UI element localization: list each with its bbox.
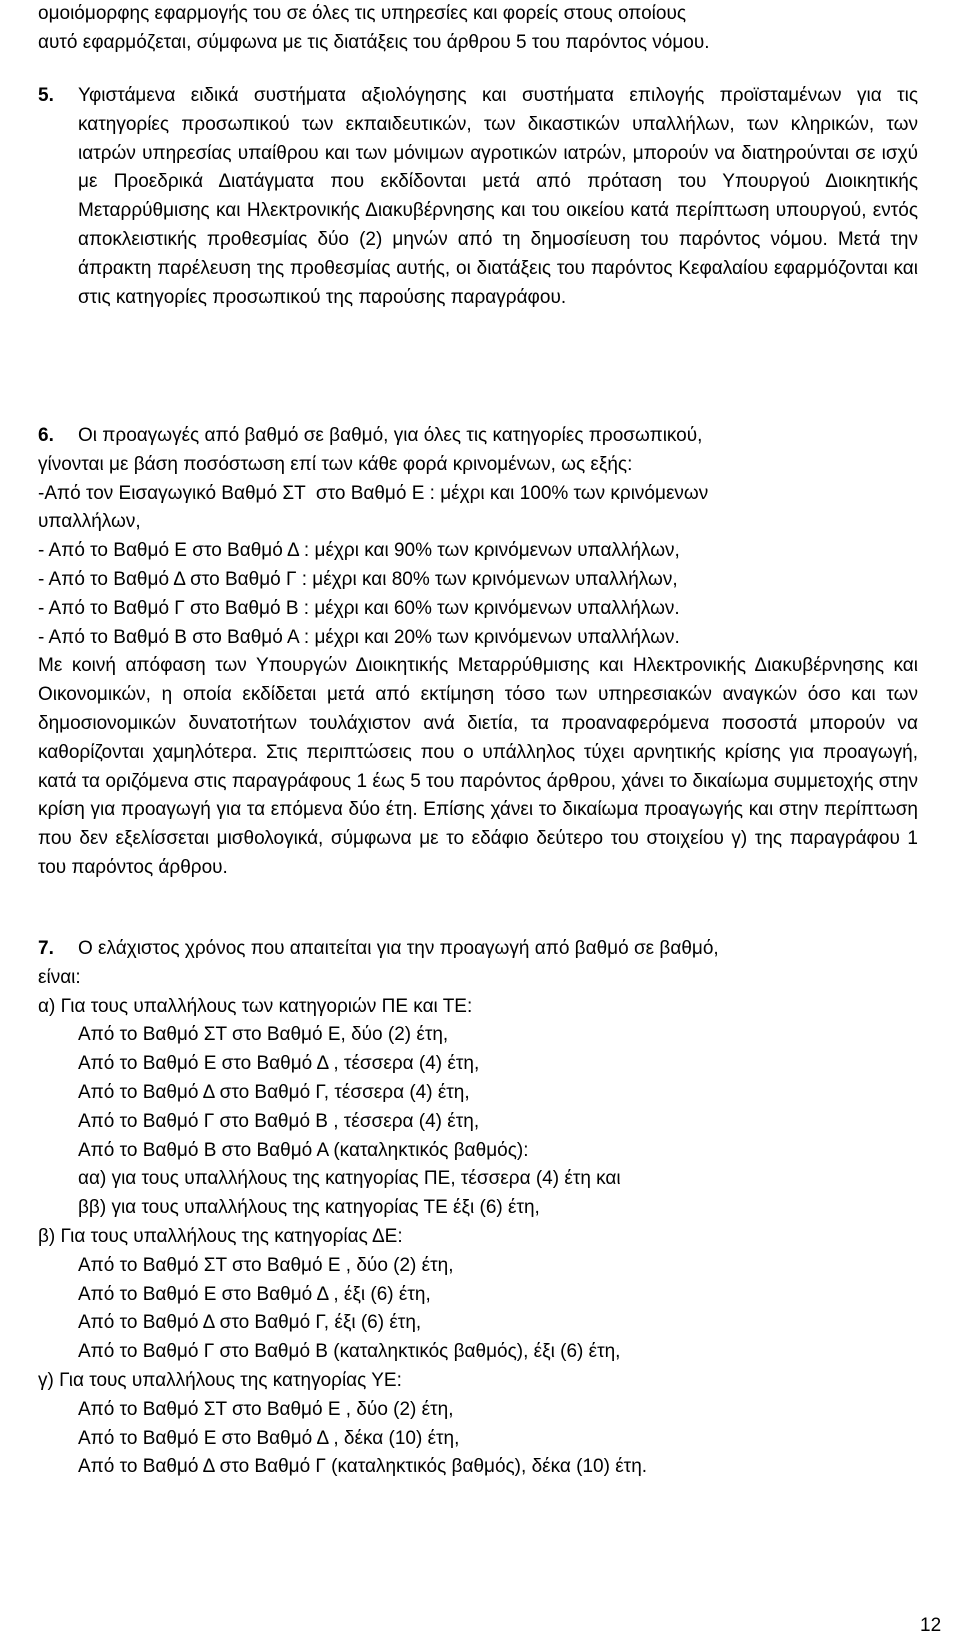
list-item: Από το Βαθμό Δ στο Βαθμό Γ, τέσσερα (4) έτη, (78, 1081, 470, 1103)
page-number: 12 (920, 1615, 942, 1636)
paragraph-7-line: είναι: (38, 966, 81, 988)
paragraph-6-line: υπαλλήλων, (38, 511, 141, 533)
list-item: Από το Βαθμό Γ στο Βαθμό Β , τέσσερα (4) έτη, (78, 1110, 480, 1132)
list-item: Από το Βαθμό Ε στο Βαθμό Δ , έξι (6) έτη, (78, 1283, 431, 1305)
paragraph-6-line: - Από το Βαθμό Β στο Βαθμό Α : μέχρι και 20% των κρινόμενων υπαλλήλων. (38, 626, 680, 648)
paragraph-number: 6. (38, 425, 54, 446)
paragraph-6-line: γίνονται με βάση ποσόστωση επί των κάθε φορά κρινομένων, ως εξής: (38, 453, 633, 475)
paragraph-6-closing: Με κοινή απόφαση των Υπουργών Διοικητικής Μεταρρύθμισης και Ηλεκτρονικής Διακυβέρνησης και Οικονομικών, η οποία εκδίδεται μετά από εκτίμηση τόσο των υπηρεσιακών αναγκών όσο και των δημοσιονομικών δυνατοτήτων τουλάχιστον ανά διετία, τα προαναφερόμενα ποσοστά μπορούν να καθορίζονται χαμηλότερα. Στις περιπτώσεις που ο υπάλληλος τύχει αρνητικής κρίσης για προαγωγή, κατά τα οριζόμενα στις παραγράφους 1 έως 5 του παρόντος άρθρου, χάνει το δικαίωμα συμμετοχής στην κρίση για προαγωγή για τα επόμενα δύο έτη. Επίσης χάνει το δικαίωμα προαγωγής και στην περίπτωση που δεν εξελίσσεται μισθολογικά, σύμφωνα με το εδάφιο δεύτερο του στοιχείου γ) της παραγράφου 1 του παρόντος άρθρου. (38, 655, 918, 878)
intro-line: ομοιόμορφης εφαρμογής του σε όλες τις υπηρεσίες και φορείς στους οποίους (38, 3, 687, 24)
paragraph-6-line: -Από τον Εισαγωγικό Βαθμό ΣΤ στο Βαθμό Ε : μέχρι και 100% των κρινόμενων (38, 482, 709, 504)
subsection-a-title: α) Για τους υπαλλήλους των κατηγοριών ΠΕ και ΤΕ: (38, 995, 473, 1017)
paragraph-5-text: Υφιστάμενα ειδικά συστήματα αξιολόγησης και συστήματα επιλογής προϊσταμένων για τις κατηγορίες προσωπικού των εκπαιδευτικών, των δικαστικών υπαλλήλων, των κληρικών, των ιατρών υπηρεσίας υπαίθρου και των μόνιμων αγροτικών ιατρών, μπορούν να διατηρούνται σε ισχύ με Προεδρικά Διατάγματα που εκδίδονται μετά από πρόταση του Υπουργού Διοικητικής Μεταρρύθμισης και Ηλεκτρονικής Διακυβέρνησης και του οικείου κατά περίπτωση υπουργού, εντός αποκλειστικής προθεσμίας δύο (2) μηνών από τη δημοσίευση του παρόντος νόμου. Μετά την άπρακτη παρέλευση της προθεσμίας αυτής, οι διατάξεις του παρόντος Κεφαλαίου εφαρμόζονται και στις κατηγορίες προσωπικού της παρούσης παραγράφου. (78, 85, 918, 308)
paragraph-5 (38, 82, 918, 312)
paragraph-6-lead (38, 422, 918, 451)
subsection-c-title: γ) Για τους υπαλλήλους της κατηγορίας ΥΕ: (38, 1369, 402, 1391)
paragraph-number: 5. (38, 85, 54, 106)
list-item: Από το Βαθμό ΣΤ στο Βαθμό Ε , δύο (2) έτη, (78, 1398, 454, 1420)
intro-text (38, 0, 918, 58)
list-item: Από το Βαθμό Γ στο Βαθμό Β (καταληκτικός βαθμός), έξι (6) έτη, (78, 1341, 621, 1363)
list-item: Από το Βαθμό Β στο Βαθμό Α (καταληκτικός βαθμός): (78, 1139, 529, 1161)
paragraph-6 (38, 422, 918, 883)
paragraph-7 (38, 935, 918, 1482)
list-item: Από το Βαθμό Δ στο Βαθμό Γ (καταληκτικός βαθμός), δέκα (10) έτη. (78, 1456, 648, 1478)
list-item: αα) για τους υπαλλήλους της κατηγορίας ΠΕ, τέσσερα (4) έτη και (78, 1168, 621, 1190)
list-item: Από το Βαθμό ΣΤ στο Βαθμό Ε , δύο (2) έτη, (78, 1254, 454, 1276)
list-item: Από το Βαθμό ΣΤ στο Βαθμό Ε, δύο (2) έτη, (78, 1024, 449, 1046)
intro-line: αυτό εφαρμόζεται, σύμφωνα με τις διατάξεις του άρθρου 5 του παρόντος νόμου. (38, 31, 710, 53)
paragraph-6-line: - Από το Βαθμό Γ στο Βαθμό Β : μέχρι και 60% των κρινόμενων υπαλλήλων. (38, 597, 680, 619)
paragraph-number: 7. (38, 938, 54, 959)
list-item: Από το Βαθμό Δ στο Βαθμό Γ, έξι (6) έτη, (78, 1312, 422, 1334)
paragraph-7-line: Ο ελάχιστος χρόνος που απαιτείται για την προαγωγή από βαθμό σε βαθμό, (78, 938, 719, 959)
paragraph-6-line: - Από το Βαθμό Ε στο Βαθμό Δ : μέχρι και 90% των κρινόμενων υπαλλήλων, (38, 540, 680, 562)
list-item: Από το Βαθμό Ε στο Βαθμό Δ , δέκα (10) έτη, (78, 1427, 460, 1449)
list-item: ββ) για τους υπαλλήλους της κατηγορίας ΤΕ έξι (6) έτη, (78, 1197, 540, 1219)
paragraph-6-line: - Από το Βαθμό Δ στο Βαθμό Γ : μέχρι και 80% των κρινόμενων υπαλλήλων, (38, 568, 678, 590)
paragraph-6-line: Οι προαγωγές από βαθμό σε βαθμό, για όλες τις κατηγορίες προσωπικού, (78, 425, 703, 446)
subsection-b-title: β) Για τους υπαλλήλους της κατηγορίας ΔΕ: (38, 1225, 403, 1247)
list-item: Από το Βαθμό Ε στο Βαθμό Δ , τέσσερα (4) έτη, (78, 1053, 480, 1075)
paragraph-7-lead (38, 935, 918, 964)
